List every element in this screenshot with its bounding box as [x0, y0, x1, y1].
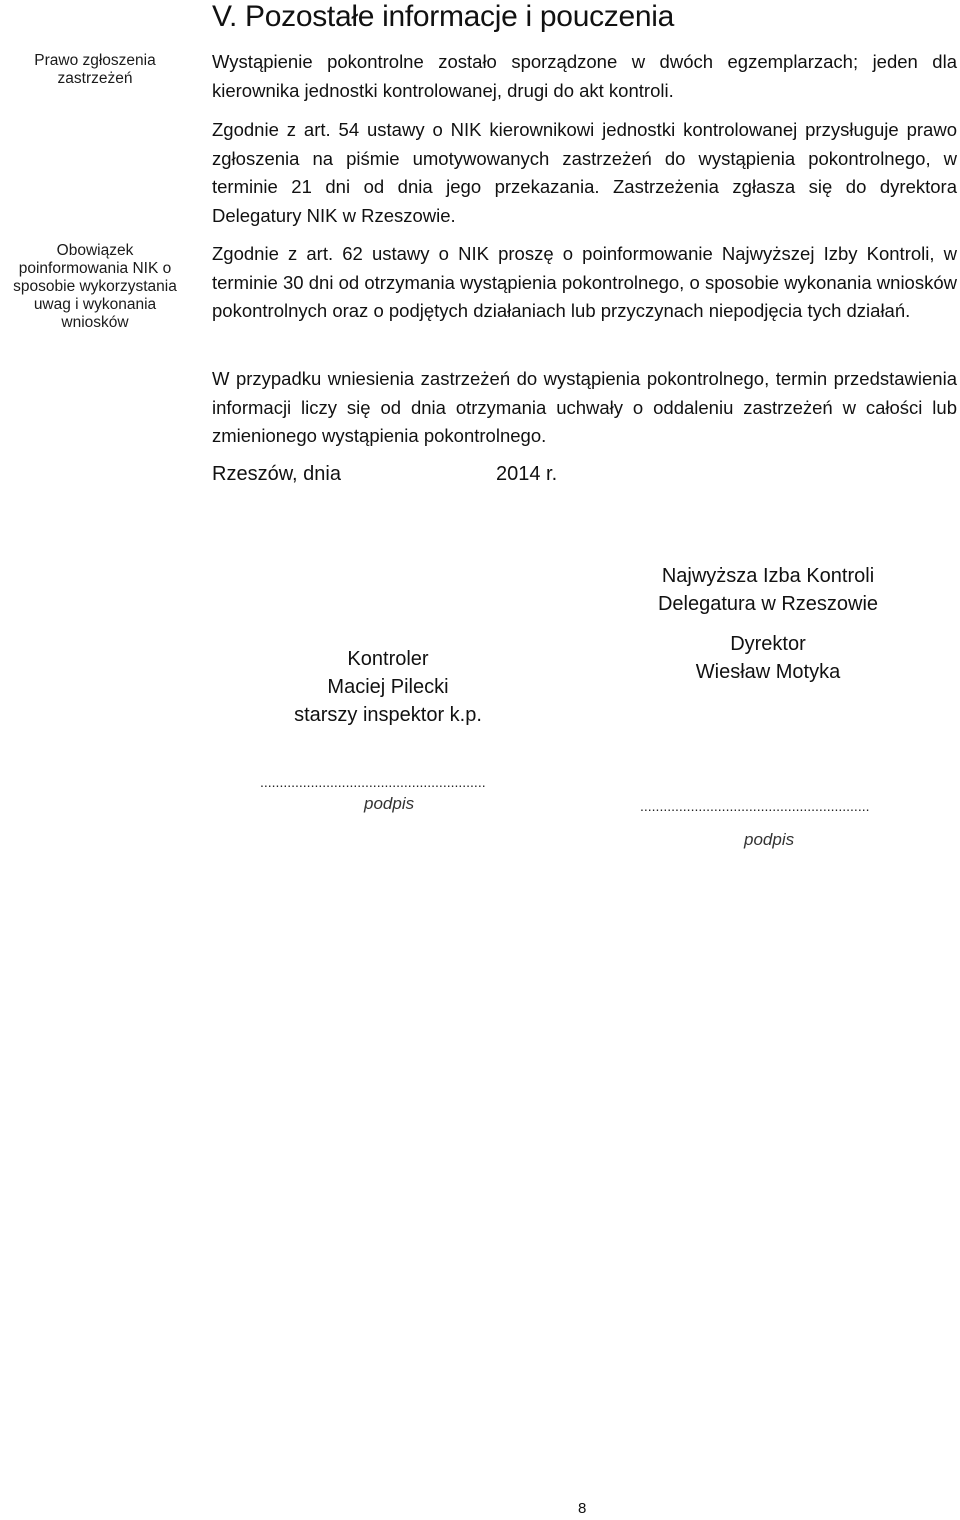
margin-note-inform-obligation: Obowiązek poinformowania NIK o sposobie wykorzystania uwag i wykonania wniosków [13, 242, 177, 331]
place-date-line [212, 460, 558, 544]
director-title: Dyrektor [730, 633, 806, 655]
director-name: Wiesław Motyka [695, 661, 841, 683]
date-year: 2014 r. [496, 463, 558, 485]
delegation-name: Delegatura w Rzeszowie [657, 593, 879, 615]
controller-name: Maciej Pilecki [327, 676, 449, 698]
signature-label-right: podpis [744, 830, 795, 849]
paragraph-copies: Wystąpienie pokontrolne zostało sporządzone w dwóch egzemplarzach; jeden dla kierownika jednostki kontrolowanej, drugi do akt kontroli. [212, 51, 957, 101]
signature-label-left: podpis [364, 794, 415, 813]
organization-name: Najwyższa Izba Kontroli [661, 565, 875, 587]
signature-line-left: .......................................................... [260, 774, 486, 790]
director-block [618, 630, 918, 686]
margin-note-objections-right: Prawo zgłoszenia zastrzeżeń [34, 52, 156, 87]
controller-position: starszy inspektor k.p. [294, 704, 482, 726]
section-heading: V. Pozostałe informacje i pouczenia [212, 0, 675, 33]
controller-block [238, 645, 538, 729]
place-label: Rzeszów, dnia [212, 463, 341, 485]
signature-line-right: ........................................................... [640, 798, 870, 814]
controller-title: Kontroler [347, 648, 429, 670]
paragraph-art-62: Zgodnie z art. 62 ustawy o NIK proszę o poinformowanie Najwyższej Izby Kontroli, w terminie 30 dni od otrzymania wystąpienia pokontrolnego, o sposobie wykonania wniosków pokontrolnych oraz o podjętych działaniach lub przyczynach niepodjęcia tych działań. [212, 243, 957, 321]
paragraph-objections-deadline: W przypadku wniesienia zastrzeżeń do wystąpienia pokontrolnego, termin przedstawienia informacji liczy się od dnia otrzymania uchwały o oddaleniu zastrzeżeń w całości lub zmienionego wystąpienia pokontrolnego. [212, 368, 957, 446]
page-number: 8 [578, 1500, 587, 1517]
paragraph-art-54: Zgodnie z art. 54 ustawy o NIK kierownikowi jednostki kontrolowanej przysługuje prawo zgłoszenia na piśmie umotywowanych zastrzeżeń do wystąpienia pokontrolnego, w terminie 21 dni od dnia jego przekazania. Zastrzeżenia zgłasza się do dyrektora Delegatury NIK w Rzeszowie. [212, 119, 957, 226]
organization-block [618, 562, 918, 618]
